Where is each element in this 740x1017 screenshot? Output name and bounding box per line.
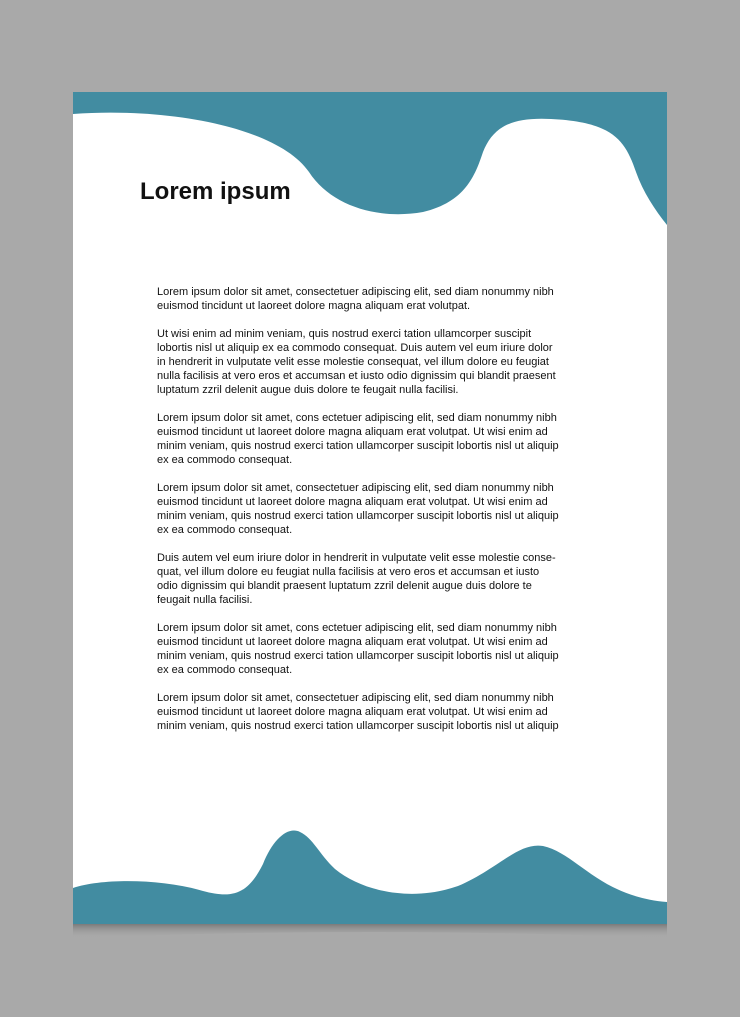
- text-line: feugait nulla facilisi.: [157, 594, 253, 606]
- body-text: [157, 285, 597, 747]
- text-line: in hendrerit in vulputate velit esse molestie consequat, vel illum dolore eu feugiat: [157, 356, 549, 368]
- paragraph: [157, 691, 597, 733]
- text-line: minim veniam, quis nostrud exerci tation ullamcorper suscipit lobortis nisl ut aliquip: [157, 650, 559, 662]
- text-line: Lorem ipsum dolor sit amet, consectetuer adipiscing elit, sed diam nonummy nibh: [157, 692, 554, 704]
- paragraph: [157, 621, 597, 677]
- text-line: quat, vel illum dolore eu feugiat nulla facilisis at vero eros et accumsan et iusto: [157, 566, 540, 578]
- text-line: euismod tincidunt ut laoreet dolore magna aliquam erat volutpat. Ut wisi enim ad: [157, 426, 548, 438]
- paragraph: [157, 481, 597, 537]
- text-line: Lorem ipsum dolor sit amet, cons ectetuer adipiscing elit, sed diam nonummy nibh: [157, 412, 557, 424]
- paragraph: [157, 411, 597, 467]
- paragraph: [157, 551, 597, 607]
- text-line: odio dignissim qui blandit praesent luptatum zzril delenit augue duis dolore te: [157, 580, 532, 592]
- text-line: luptatum zzril delenit augue duis dolore te feugait nulla facilisi.: [157, 384, 459, 396]
- text-line: Lorem ipsum dolor sit amet, consectetuer adipiscing elit, sed diam nonummy nibh: [157, 482, 554, 494]
- text-line: euismod tincidunt ut laoreet dolore magna aliquam erat volutpat. Ut wisi enim ad: [157, 706, 548, 718]
- page-title: Lorem ipsum: [140, 178, 291, 205]
- text-line: Lorem ipsum dolor sit amet, consectetuer adipiscing elit, sed diam nonummy nibh: [157, 286, 554, 298]
- text-line: Lorem ipsum dolor sit amet, cons ectetuer adipiscing elit, sed diam nonummy nibh: [157, 622, 557, 634]
- top-wave-decoration: [73, 92, 667, 232]
- paragraph: [157, 285, 597, 313]
- text-line: minim veniam, quis nostrud exerci tation ullamcorper suscipit lobortis nisl ut aliquip: [157, 720, 559, 732]
- letterhead-page: [73, 92, 667, 924]
- text-line: ex ea commodo consequat.: [157, 524, 293, 536]
- text-line: euismod tincidunt ut laoreet dolore magna aliquam erat volutpat. Ut wisi enim ad: [157, 496, 548, 508]
- bottom-wave-decoration: [73, 824, 667, 924]
- text-line: nulla facilisis at vero eros et accumsan et iusto odio dignissim qui blandit praesent: [157, 370, 556, 382]
- text-line: ex ea commodo consequat.: [157, 664, 293, 676]
- paragraph: [157, 327, 597, 397]
- text-line: minim veniam, quis nostrud exerci tation ullamcorper suscipit lobortis nisl ut aliquip: [157, 440, 559, 452]
- text-line: ex ea commodo consequat.: [157, 454, 293, 466]
- text-line: Ut wisi enim ad minim veniam, quis nostrud exerci tation ullamcorper suscipit: [157, 328, 532, 340]
- text-line: Duis autem vel eum iriure dolor in hendrerit in vulputate velit esse molestie conse-: [157, 552, 556, 564]
- text-line: minim veniam, quis nostrud exerci tation ullamcorper suscipit lobortis nisl ut aliquip: [157, 510, 559, 522]
- text-line: lobortis nisl ut aliquip ex ea commodo consequat. Duis autem vel eum iriure dolor: [157, 342, 553, 354]
- text-line: euismod tincidunt ut laoreet dolore magna aliquam erat volutpat.: [157, 300, 471, 312]
- text-line: euismod tincidunt ut laoreet dolore magna aliquam erat volutpat. Ut wisi enim ad: [157, 636, 548, 648]
